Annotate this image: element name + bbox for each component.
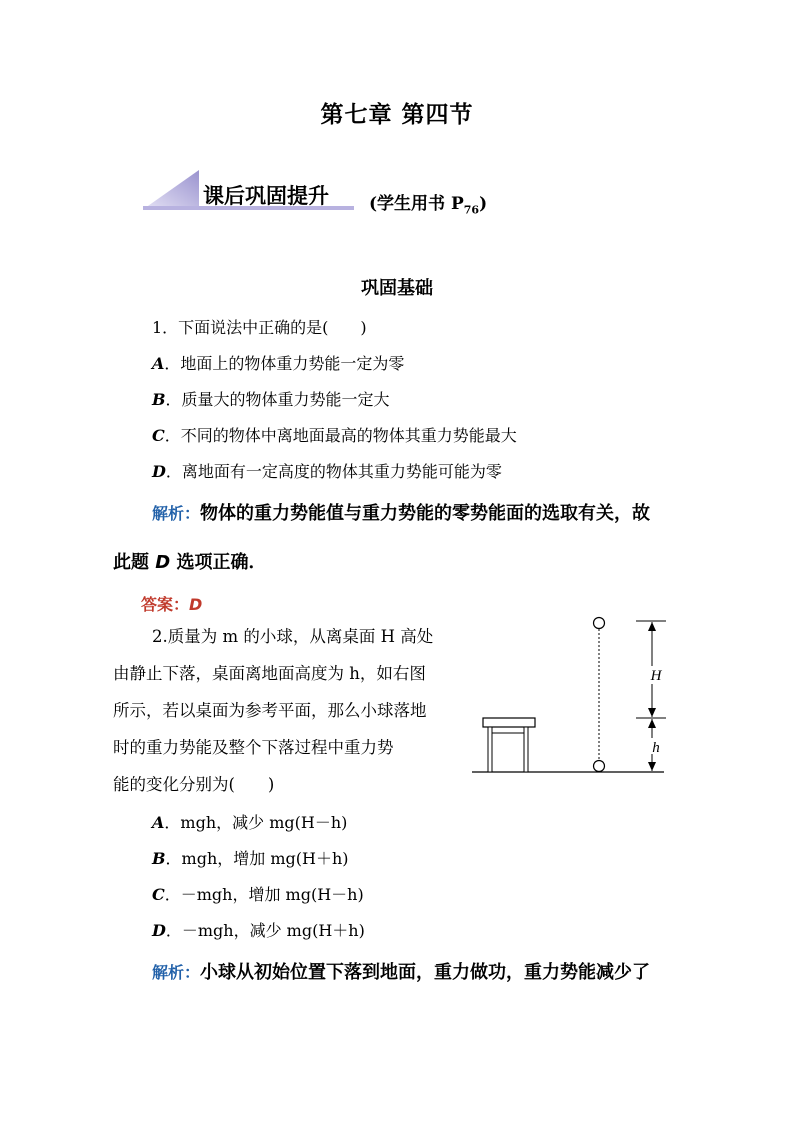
label-H: H <box>650 668 662 684</box>
q1-option-d: D．离地面有一定高度的物体其重力势能可能为零 <box>152 462 502 481</box>
banner-label: 课后巩固提升 <box>203 184 329 208</box>
q2-stem-line-1: 2.质量为 m 的小球，从离桌面 H 高处 <box>152 627 434 646</box>
q2-stem-line-4: 时的重力势能及整个下落过程中重力势 <box>113 738 394 757</box>
q1-option-b: B．质量大的物体重力势能一定大 <box>152 390 390 409</box>
label-h: h <box>652 740 660 756</box>
ball-end-icon <box>594 761 605 772</box>
section-heading: 巩固基础 <box>361 278 433 299</box>
banner-reference: (学生用书 $P_{76}$) <box>369 194 488 217</box>
table-leg-right <box>524 727 528 772</box>
q2-stem-line-5: 能的变化分别为( ) <box>113 775 275 794</box>
q1-answer: 答案：D <box>141 595 203 614</box>
q2-analysis: 解析：小球从初始位置下落到地面，重力做功，重力势能减少了 <box>152 962 651 983</box>
page-title: 第七章 第四节 <box>320 101 474 128</box>
ball-start-icon <box>594 618 605 629</box>
table-top <box>483 718 535 727</box>
q2-option-b: B．mgh，增加 mg(H＋h) <box>152 849 349 868</box>
table-leg-left <box>488 727 492 772</box>
q2-stem-line-2: 由静止下落，桌面离地面高度为 h，如右图 <box>113 664 426 683</box>
q1-option-a: A．地面上的物体重力势能一定为零 <box>152 354 405 373</box>
q1-option-c: C．不同的物体中离地面最高的物体其重力势能最大 <box>152 426 517 445</box>
falling-ball-diagram <box>468 608 688 780</box>
q2-option-c: C．－mgh，增加 mg(H－h) <box>152 885 364 904</box>
q1-stem: 1．下面说法中正确的是( ) <box>152 318 367 337</box>
q1-analysis-line-1: 解析：物体的重力势能值与重力势能的零势能面的选取有关，故 <box>152 503 651 524</box>
q1-analysis-line-2: 此题 D 选项正确． <box>113 552 267 573</box>
q2-stem-line-3: 所示，若以桌面为参考平面，那么小球落地 <box>113 701 427 720</box>
q2-option-a: A．mgh，减少 mg(H－h) <box>152 813 348 832</box>
q2-option-d: D．－mgh，减少 mg(H＋h) <box>152 921 365 940</box>
